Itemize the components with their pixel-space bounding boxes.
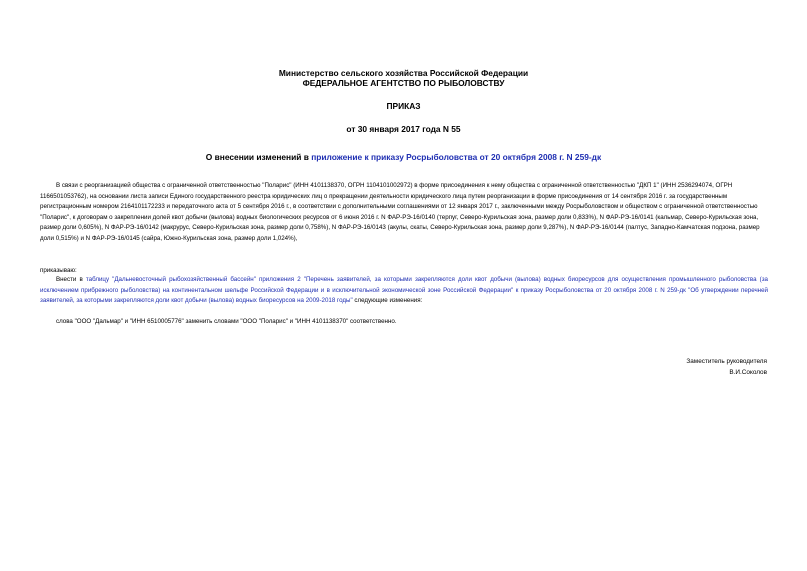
document-date-number: от 30 января 2017 года N 55 xyxy=(346,124,461,134)
document-subject xyxy=(0,152,807,162)
change-paragraph xyxy=(40,275,768,307)
subject-prefix: О внесении изменений в xyxy=(205,152,312,162)
intro-paragraph: В связи с реорганизацией общества с ограниченной ответственностью "Поларис" (ИНН 4101138370, ОГРН 1104101002972) в форме присоединения к нему общества с ограниченной ответственностью "ДКП 1" (ИНН 2536294074, ОГРН 1166501053762), на основании листа записи Единого государственного реестра юридических лиц о прекращении деятельности юридического лица путем реорганизации в форме присоединения от 14 сентября 2016 г. за государственным регистрационным номером 2164101172233 и передаточного акта от 5 сентября 2016 г., в соответствии с дополнительными соглашениями от 12 января 2017 г., заключенными между Росрыболовством и обществом с ограниченной ответственностью "Поларис", к договорам о закреплении долей квот добычи (вылова) водных биологических ресурсов от 6 июня 2016 г. N ФАР-РЭ-16/0140 (терпуг, Северо-Курильская зона, размер доли 0,833%), N ФАР-РЭ-16/0141 (кальмар, Северо-Курильская зона, размер доли 0,605%), N ФАР-РЭ-16/0142 (макрурус, Северо-Курильская зона, размер доли 0,758%), N ФАР-РЭ-16/0143 (акулы, скаты, Северо-Курильская зона, размер доли 9,287%), N ФАР-РЭ-16/0144 (палтус, Западно-Камчатская подзона, размер доли 0,515%) и N ФАР-РЭ-16/0145 (сайра, Южно-Курильская зона, размер доли 1,024%), xyxy=(40,182,760,242)
agency-name: ФЕДЕРАЛЬНОЕ АГЕНТСТВО ПО РЫБОЛОВСТВУ xyxy=(302,78,505,88)
change-link-table[interactable]: таблицу "Дальневосточный рыбохозяйственный бассейн" приложения 2 "Перечень заявителей, за которыми закрепляются доли квот добычи (вылова) водных биоресурсов для осуществления промышленного рыболовства (за исключением прибрежного рыболовства) на континентальном шельфе Российской Федерации и в исключительной экономической зоне Российской Федерации" к приказу Росрыболовства от 20 октября 2008 г. N 259-дк xyxy=(40,276,768,294)
signatory-position: Заместитель руководителя xyxy=(686,358,767,365)
signatory-name: В.И.Соколов xyxy=(729,369,767,376)
subject-link[interactable]: приложение к приказу Росрыболовства от 20 октября 2008 г. N 259-дк xyxy=(311,152,602,162)
change-suffix: следующие изменения: xyxy=(352,297,423,305)
change-prefix: Внести в xyxy=(56,276,86,283)
ministry-name: Министерство сельского хозяйства Российской Федерации xyxy=(278,68,529,78)
change-link-order-title[interactable]: "Об утверждении перечней заявителей, за которыми закрепляются доли квот добычи (вылова) водных биоресурсов на 2009-2018 годы" xyxy=(40,286,768,305)
ordered-paragraph: приказываю: xyxy=(40,267,77,274)
document-type: ПРИКАЗ xyxy=(386,101,421,111)
replacement-paragraph: слова "ООО "Дальмар" и "ИНН 6510005776" заменить словами "ООО "Поларис" и "ИНН 4101138370" соответственно. xyxy=(56,318,397,325)
